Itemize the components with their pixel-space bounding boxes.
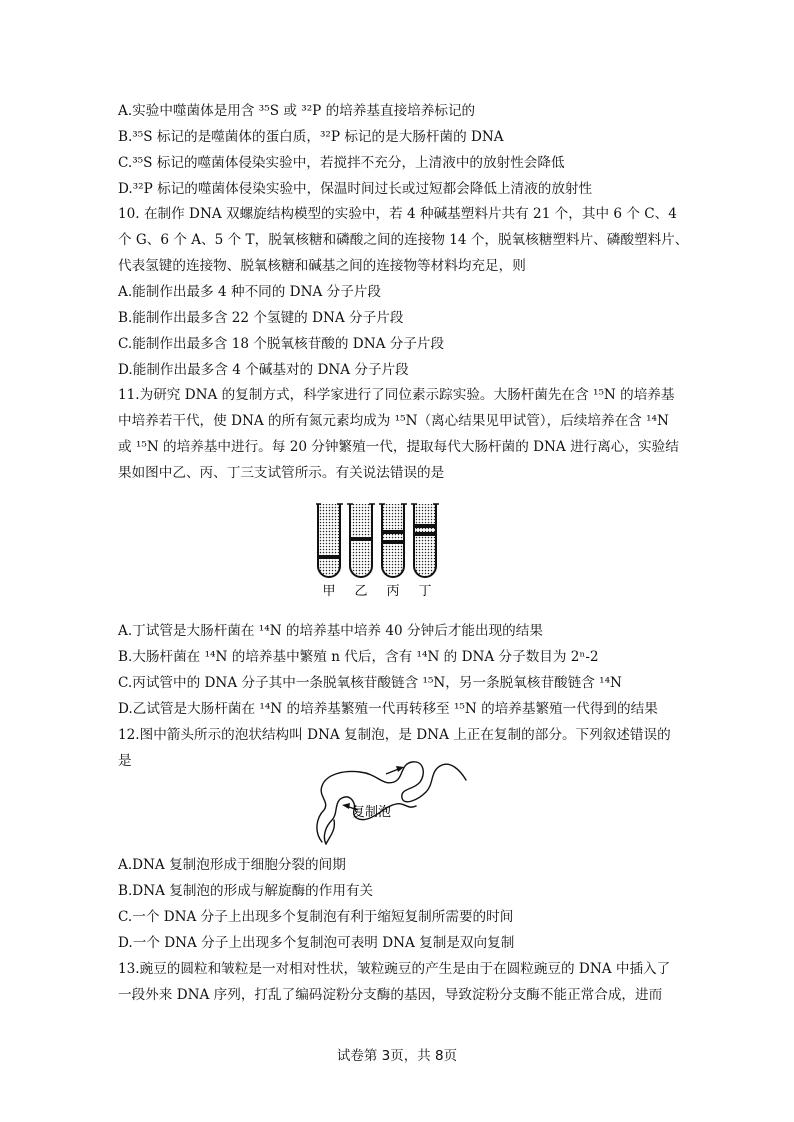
q10-option-b: B.能制作出最多含 22 个氢键的 DNA 分子片段 xyxy=(118,310,404,326)
q11-stem-line3: 或 ¹⁵N 的培养基中进行。每 20 分钟繁殖一代，提取每代大肠杆菌的 DNA 进行离心，实验结 xyxy=(118,439,679,455)
q10-option-a: A.能制作出最多 4 种不同的 DNA 分子片段 xyxy=(118,284,381,300)
q10-stem-line1: 10. 在制作 DNA 双螺旋结构模型的实验中，若 4 种碱基塑料片共有 21 个，其中 6 个 C、4 xyxy=(118,206,677,222)
q10-stem-line3: 代表氢键的连接物、脱氧核糖和碱基之间的连接物等材料均充足，则 xyxy=(118,258,526,274)
tube-yi xyxy=(347,504,375,584)
q13-stem-line1: 13.豌豆的圆粒和皱粒是一对相对性状，皱粒豌豆的产生是由于在圆粒豌豆的 DNA 中插入了 xyxy=(118,961,671,977)
q11-option-a: A.丁试管是大肠杆菌在 ¹⁴N 的培养基中培养 40 分钟后才能出现的结果 xyxy=(118,623,543,639)
tube-label-ding: 丁 xyxy=(418,584,432,599)
q9-option-c: C.³⁵S 标记的噬菌体侵染实验中，若搅拌不充分，上清液中的放射性会降低 xyxy=(118,155,565,171)
tube-ding xyxy=(411,504,439,584)
tube-bing xyxy=(379,504,407,584)
q13-stem-line2: 一段外来 DNA 序列，打乱了编码淀粉分支酶的基因，导致淀粉分支酶不能正常合成，进而 xyxy=(118,987,663,1003)
tube-label-yi: 乙 xyxy=(354,584,368,599)
q12-option-b: B.DNA 复制泡的形成与解旋酶的作用有关 xyxy=(118,883,374,899)
q11-option-d: D.乙试管是大肠杆菌在 ¹⁴N 的培养基繁殖一代再转移至 ¹⁵N 的培养基繁殖一代得到的结果 xyxy=(118,701,658,717)
q11-stem-line2: 中培养若干代，使 DNA 的所有氮元素均成为 ¹⁵N（离心结果见甲试管），后续培养在含 ¹⁴N xyxy=(118,413,669,429)
q11-option-b: B.大肠杆菌在 ¹⁴N 的培养基中繁殖 n 代后，含有 ¹⁴N 的 DNA 分子数目为 2ⁿ-2 xyxy=(118,649,599,665)
q11-stem-line4: 果如图中乙、丙、丁三支试管所示。有关说法错误的是 xyxy=(118,465,445,481)
bubble-label: 复制泡 xyxy=(352,805,392,820)
test-tube-figure xyxy=(316,500,446,600)
q9-option-d: D.³²P 标记的噬菌体侵染实验中，保温时间过长或过短都会降低上清液的放射性 xyxy=(118,181,593,197)
dna-strand xyxy=(317,762,466,844)
q12-option-c: C.一个 DNA 分子上出现多个复制泡有利于缩短复制所需要的时间 xyxy=(118,909,514,925)
q10-stem-line2: 个 G、6 个 A、5 个 T，脱氧核糖和磷酸之间的连接物 14 个，脱氧核糖塑料片、磷酸塑料片、 xyxy=(118,232,689,248)
tube-label-jia: 甲 xyxy=(322,584,336,599)
q9-option-b: B.³⁵S 标记的是噬菌体的蛋白质，³²P 标记的是大肠杆菌的 DNA xyxy=(118,129,504,145)
q10-option-c: C.能制作出最多含 18 个脱氧核苷酸的 DNA 分子片段 xyxy=(118,336,445,352)
q12-stem-line1: 12.图中箭头所示的泡状结构叫 DNA 复制泡，是 DNA 上正在复制的部分。下列叙述错误的 xyxy=(118,727,671,743)
tube-label-bing: 丙 xyxy=(386,584,400,599)
q11-stem-line1: 11.为研究 DNA 的复制方式，科学家进行了同位素示踪实验。大肠杆菌先在含 ¹⁵N 的培养基 xyxy=(118,387,675,403)
q9-option-a: A.实验中噬菌体是用含 ³⁵S 或 ³²P 的培养基直接培养标记的 xyxy=(118,103,476,119)
q12-stem-line2: 是 xyxy=(118,753,132,769)
test-tubes-diagram xyxy=(316,500,446,600)
q12-option-a: A.DNA 复制泡形成于细胞分裂的间期 xyxy=(118,857,346,873)
tube-jia xyxy=(316,504,343,584)
q11-option-c: C.丙试管中的 DNA 分子其中一条脱氧核苷酸链含 ¹⁵N，另一条脱氧核苷酸链含 ¹⁴N xyxy=(118,675,622,691)
replication-bubble-figure xyxy=(300,752,470,852)
q10-option-d: D.能制作出最多含 4 个碱基对的 DNA 分子片段 xyxy=(118,362,409,378)
page-footer: 试卷第 3页，共 8页 xyxy=(336,1048,458,1064)
q12-option-d: D.一个 DNA 分子上出现多个复制泡可表明 DNA 复制是双向复制 xyxy=(118,935,515,951)
dna-bubble-diagram xyxy=(300,752,470,852)
